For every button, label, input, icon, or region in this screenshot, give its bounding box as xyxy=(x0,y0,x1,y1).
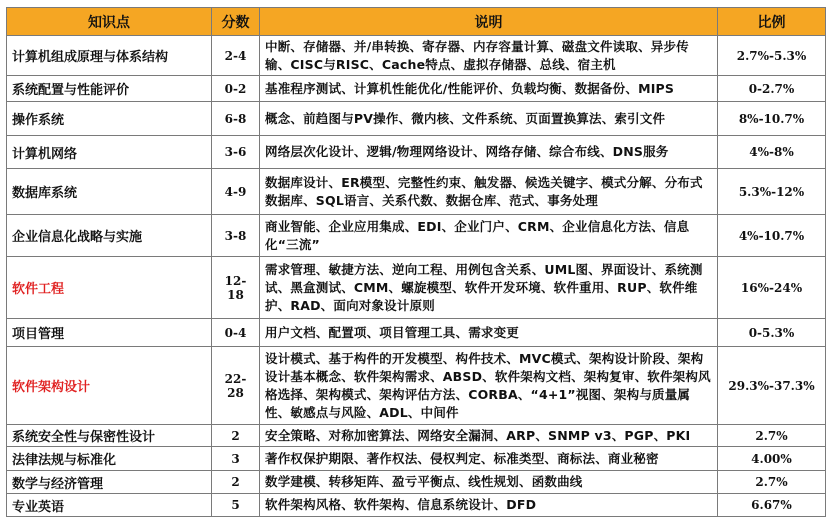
score-cell: 0-4 xyxy=(212,319,260,347)
score-cell: 22-28 xyxy=(212,347,260,425)
table-row xyxy=(7,425,826,447)
description-cell: 数学建模、转移矩阵、盈亏平衡点、线性规划、函数曲线 xyxy=(260,471,718,494)
score-cell: 0-2 xyxy=(212,76,260,102)
knowledge-table-container xyxy=(6,7,826,517)
topic-cell: 项目管理 xyxy=(7,319,212,347)
description-cell: 基准程序测试、计算机性能优化/性能评价、负载均衡、数据备份、MIPS xyxy=(260,76,718,102)
topic-cell-highlighted: 软件工程 xyxy=(7,257,212,319)
topic-cell: 专业英语 xyxy=(7,494,212,517)
description-cell: 网络层次化设计、逻辑/物理网络设计、网络存储、综合布线、DNS服务 xyxy=(260,136,718,169)
description-cell: 著作权保护期限、著作权法、侵权判定、标准类型、商标法、商业秘密 xyxy=(260,447,718,471)
score-cell: 3-6 xyxy=(212,136,260,169)
ratio-cell: 2.7% xyxy=(718,471,826,494)
header-score: 分数 xyxy=(212,8,260,36)
table-row xyxy=(7,347,826,425)
description-cell: 安全策略、对称加密算法、网络安全漏洞、ARP、SNMP v3、PGP、PKI xyxy=(260,425,718,447)
ratio-cell: 29.3%-37.3% xyxy=(718,347,826,425)
ratio-cell: 0-5.3% xyxy=(718,319,826,347)
table-row xyxy=(7,447,826,471)
ratio-cell: 0-2.7% xyxy=(718,76,826,102)
ratio-cell: 8%-10.7% xyxy=(718,102,826,136)
table-row xyxy=(7,471,826,494)
topic-cell: 操作系统 xyxy=(7,102,212,136)
description-cell: 用户文档、配置项、项目管理工具、需求变更 xyxy=(260,319,718,347)
description-cell: 设计模式、基于构件的开发模型、构件技术、MVC模式、架构设计阶段、架构设计基本概念、软件架构需求、ABSD、软件架构文档、架构复审、软件架构风格选择、架构模式、架构评估方法、CORBA、“4+1”视图、架构与质量属性、敏感点与风险、ADL、中间件 xyxy=(260,347,718,425)
description-cell: 软件架构风格、软件架构、信息系统设计、DFD xyxy=(260,494,718,517)
ratio-cell: 4.00% xyxy=(718,447,826,471)
topic-cell: 系统配置与性能评价 xyxy=(7,76,212,102)
score-cell: 3 xyxy=(212,447,260,471)
description-cell: 商业智能、企业应用集成、EDI、企业门户、CRM、企业信息化方法、信息化“三流” xyxy=(260,215,718,257)
score-cell: 4-9 xyxy=(212,169,260,215)
table-row xyxy=(7,494,826,517)
table-row xyxy=(7,102,826,136)
topic-cell: 计算机网络 xyxy=(7,136,212,169)
table-row xyxy=(7,319,826,347)
ratio-cell: 16%-24% xyxy=(718,257,826,319)
description-cell: 中断、存储器、并/串转换、寄存器、内存容量计算、磁盘文件读取、异步传输、CISC与RISC、Cache特点、虚拟存储器、总线、宿主机 xyxy=(260,36,718,76)
description-cell: 需求管理、敏捷方法、逆向工程、用例包含关系、UML图、界面设计、系统测试、黑盒测试、CMM、螺旋模型、软件开发环境、软件重用、RUP、软件维护、RAD、面向对象设计原则 xyxy=(260,257,718,319)
score-cell: 2-4 xyxy=(212,36,260,76)
topic-cell-highlighted: 软件架构设计 xyxy=(7,347,212,425)
table-row xyxy=(7,36,826,76)
ratio-cell: 5.3%-12% xyxy=(718,169,826,215)
description-cell: 概念、前趋图与PV操作、微内核、文件系统、页面置换算法、索引文件 xyxy=(260,102,718,136)
ratio-cell: 6.67% xyxy=(718,494,826,517)
table-row xyxy=(7,215,826,257)
table-header-row xyxy=(7,8,826,36)
topic-cell: 系统安全性与保密性设计 xyxy=(7,425,212,447)
score-cell: 2 xyxy=(212,425,260,447)
knowledge-table xyxy=(6,7,826,517)
ratio-cell: 2.7% xyxy=(718,425,826,447)
table-row xyxy=(7,76,826,102)
ratio-cell: 4%-10.7% xyxy=(718,215,826,257)
score-cell: 2 xyxy=(212,471,260,494)
ratio-cell: 4%-8% xyxy=(718,136,826,169)
header-ratio: 比例 xyxy=(718,8,826,36)
table-row xyxy=(7,136,826,169)
score-cell: 12-18 xyxy=(212,257,260,319)
topic-cell: 法律法规与标准化 xyxy=(7,447,212,471)
header-description: 说明 xyxy=(260,8,718,36)
table-row xyxy=(7,257,826,319)
topic-cell: 计算机组成原理与体系结构 xyxy=(7,36,212,76)
ratio-cell: 2.7%-5.3% xyxy=(718,36,826,76)
header-topic: 知识点 xyxy=(7,8,212,36)
description-cell: 数据库设计、ER模型、完整性约束、触发器、候选关键字、模式分解、分布式数据库、SQL语言、关系代数、数据仓库、范式、事务处理 xyxy=(260,169,718,215)
topic-cell: 企业信息化战略与实施 xyxy=(7,215,212,257)
score-cell: 6-8 xyxy=(212,102,260,136)
score-cell: 5 xyxy=(212,494,260,517)
table-row xyxy=(7,169,826,215)
topic-cell: 数据库系统 xyxy=(7,169,212,215)
topic-cell: 数学与经济管理 xyxy=(7,471,212,494)
score-cell: 3-8 xyxy=(212,215,260,257)
